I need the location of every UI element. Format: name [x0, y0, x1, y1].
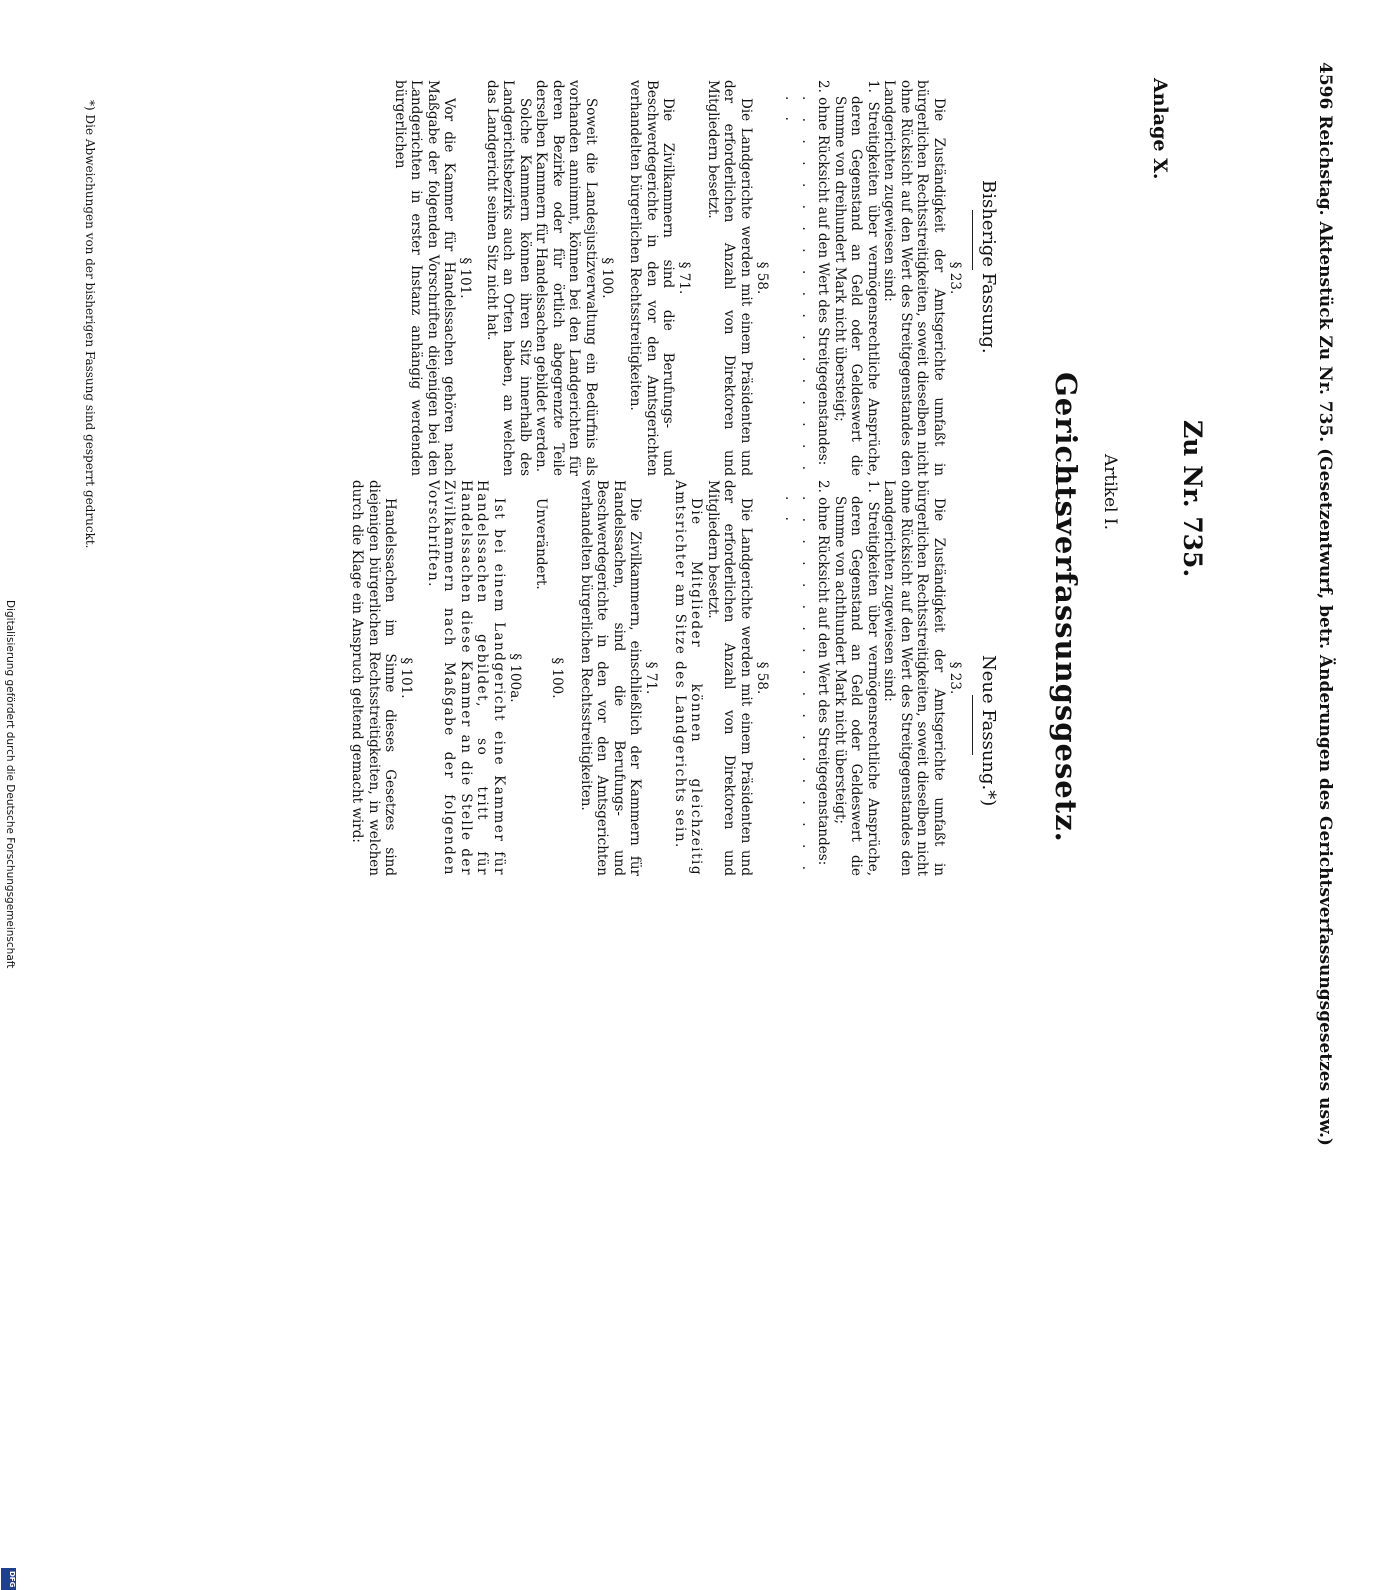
right-section-100a-title: § 100a.: [507, 653, 523, 703]
right-section-101-text: Handelssachen im Sinne dieses Gesetzes sind diejenigen bürgerlichen Rechtsstreitigkeiten, in welchen durch die Klage ein Anspruch geltend gemacht wird:: [349, 480, 399, 876]
right-section-58-text-2: Die Mitglieder können gleichzeitig Amtsrichter am Sitze des Landgerichts sein.: [672, 480, 705, 876]
left-section-58-text: Die Landgerichte werden mit einem Präsidenten und der erforderlichen Anzahl von Direktoren und Mitgliedern besetzt.: [705, 80, 754, 476]
left-column: [392, 80, 964, 476]
left-section-58-title: § 58.: [754, 261, 770, 295]
right-section-23-title: § 23.: [947, 661, 963, 695]
right-heading-rule: [972, 695, 973, 755]
right-section-100a-text: Ist bei einem Landgericht eine Kammer für Handelssachen gebildet, so tritt für Handelssachen diese Kammer an die Stelle der Zivilkammern nach Maßgabe der folgenden Vorschriften.: [425, 480, 507, 876]
left-section-71-title: § 71.: [676, 261, 693, 295]
article-label: Artikel I.: [1100, 454, 1120, 530]
right-column-heading: Neue Fassung.*): [978, 655, 999, 807]
left-column-heading: Bisherige Fassung.: [978, 180, 999, 354]
right-section-23-intro: Die Zuständigkeit der Amtsgerichte umfaßt in bürgerlichen Rechtsstreitigkeiten, soweit dieselben nicht ohne Rücksicht auf den Wert des Streitgegenstandes den Landgerichten zugewiesen sind:: [881, 480, 947, 876]
left-section-101-title: § 101.: [457, 257, 474, 299]
document-reference: Zu Nr. 735.: [1178, 420, 1207, 578]
right-section-71-title: § 71.: [643, 661, 660, 695]
funding-notice: Digitalisierung gefördert durch die Deutsche Forschungsgemeinschaft: [4, 600, 16, 969]
funding-sidebar: [0, 600, 18, 1588]
left-section-100-text-1: Soweit die Landesjustizverwaltung ein Bedürfnis als vorhanden annimmt, können bei den Landgerichten für deren Bezirke oder für örtlich abgegrenzte Teile derselben Kammern für Handelssachen gebildet werden.: [533, 80, 599, 476]
annex-label: Anlage X.: [1149, 78, 1171, 180]
right-section-23-item-2: 2. ohne Rücksicht auf den Wert des Streitgegenstandes:: [815, 480, 832, 866]
left-section-100-title: § 100.: [599, 257, 615, 299]
left-section-71-text: Die Zivilkammern sind die Berufungs- und Beschwerdegerichte in den vor den Amtsgerichten verhandelten bürgerlichen Rechtsstreitigkeiten.: [627, 80, 677, 476]
right-column: [349, 480, 963, 876]
left-section-101-text: Vor die Kammer für Handelssachen gehören nach Maßgabe der folgenden Vorschriften diejenigen bei den Landgerichten in erster Instanz anhängig werdenden bürgerlichen: [392, 80, 458, 476]
left-section-23-item-1: 1. Streitigkeiten über vermögensrechtliche Ansprüche, deren Gegenstand an Geld oder Geldeswert die Summe von dreihundert Mark nicht übersteigt;: [832, 80, 881, 476]
left-section-23-item-2: 2. ohne Rücksicht auf den Wert des Streitgegenstandes:: [815, 80, 832, 466]
right-omission-dots: . . . . . . . . . . . . . . . . . . . .: [782, 496, 815, 876]
title-rule: [1057, 462, 1058, 524]
right-section-58-text-1: Die Landgerichte werden mit einem Präsidenten und der erforderlichen Anzahl von Direktoren und Mitgliedern besetzt.: [705, 480, 754, 876]
running-title: 4596 Reichstag. Aktenstück Zu Nr. 735. (Gesetzentwurf, betr. Änderungen des Gerichtsverfassungsgesetzes usw.): [1315, 62, 1335, 1146]
law-title: Gerichtsverfassungsgesetz.: [1049, 372, 1083, 843]
left-heading-rule: [972, 210, 973, 270]
right-section-101-title: § 101.: [398, 657, 415, 699]
left-section-23-title: § 23.: [947, 261, 963, 295]
right-section-100-text: Unverändert.: [533, 498, 550, 590]
right-section-71-text: Die Zivilkammern, einschließlich der Kammern für Handelssachen, sind die Berufungs- und Beschwerdegerichte in den vor den Amtsgerichten verhandelten bürgerlichen Rechtsstreitigkeiten.: [578, 480, 644, 876]
right-section-58-title: § 58.: [754, 661, 770, 695]
right-section-100-title: § 100.: [549, 657, 566, 699]
footnote: *) Die Abweichungen von der bisherigen Fassung sind gesperrt gedruckt.: [83, 100, 97, 549]
left-section-100-text-2: Solche Kammern können ihren Sitz innerhalb des Landgerichtsbezirks auch an Orten haben, an welchen das Landgericht seinen Sitz nicht hat.: [484, 80, 533, 476]
left-section-23-intro: Die Zuständigkeit der Amtsgerichte umfaßt in bürgerlichen Rechtsstreitigkeiten, soweit dieselben nicht ohne Rücksicht auf den Wert des Streitgegenstandes den Landgerichten zugewiesen sind:: [881, 80, 947, 476]
left-omission-dots: . . . . . . . . . . . . . . . . . . . .: [782, 96, 815, 476]
dfg-logo: DFG: [1, 1568, 16, 1590]
right-section-23-item-1: 1. Streitigkeiten über vermögensrechtliche Ansprüche, deren Gegenstand an Geld oder Geldeswert die Summe von achthundert Mark nicht übersteigt;: [832, 480, 881, 876]
